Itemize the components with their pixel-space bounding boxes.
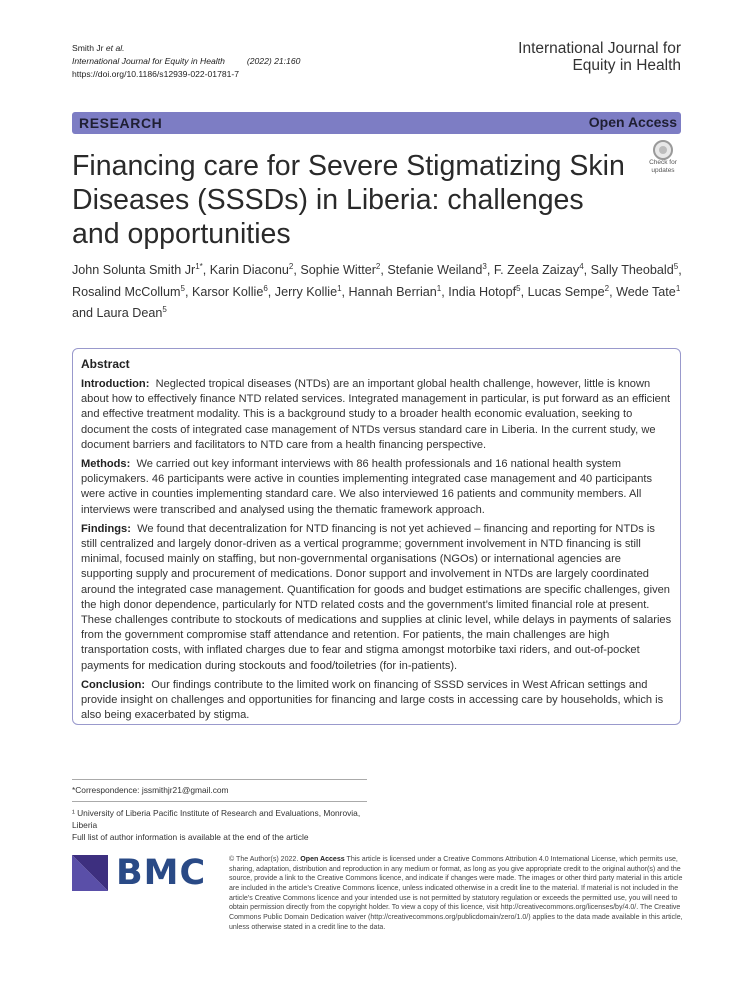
license-text <box>229 855 684 932</box>
header-year-volume: (2022) 21:160 <box>246 56 301 66</box>
abstract-introduction-label: Introduction: <box>81 378 150 390</box>
journal-logo <box>441 40 681 74</box>
header-doi[interactable]: https://doi.org/10.1186/s12939-022-01781-7 <box>72 69 240 79</box>
author-affiliation-marker: 2 <box>288 262 294 271</box>
author-affiliation-marker: 2 <box>604 283 610 293</box>
abstract-introduction-text: Neglected tropical diseases (NTDs) are an important global health challenge, however, little is known about how to effectively finance NTD related services. Integrated management in particular, is put forward as an efficient and effective treatment modality. This is a background study to a broader health economic evaluation, seeking to document the costs of integrated case management of NTDs versus standard care in Liberia. In the current study, we document barriers and facilitators to NTD care from a health financing perspective. <box>81 378 671 451</box>
author-separator: , <box>380 263 388 278</box>
author-name[interactable]: Hannah Berrian <box>348 284 437 299</box>
author-separator: , <box>341 284 349 299</box>
author-separator: and <box>72 306 97 321</box>
abstract-findings <box>81 522 672 674</box>
footnotes <box>72 779 372 843</box>
author-separator: , <box>293 263 301 278</box>
author-separator: , <box>202 263 210 278</box>
section-label: RESEARCH <box>79 115 163 131</box>
author-name[interactable]: Wede Tate <box>616 284 676 299</box>
author-affiliation-marker: 1 <box>337 283 342 293</box>
correspondence-note: *Correspondence: jssmithjr21@gmail.com <box>72 785 229 795</box>
check-for-updates-badge[interactable] <box>643 140 683 176</box>
author-affiliation-marker: 1 <box>436 283 442 293</box>
abstract-methods-text: We carried out key informant interviews with 86 health professionals and 16 national health system policymakers. 46 participants were active in counties implementing integrated case management and 40 participants were active in counties implementing standard care. We also interviewed 16 patients and community members. All interviews were transcribed and analysed using the thematic framework approach. <box>81 458 653 516</box>
author-separator: , <box>441 284 449 299</box>
author-name[interactable]: Jerry Kollie <box>274 284 338 299</box>
open-access-label: Open Access <box>588 114 677 130</box>
author-separator: , <box>520 284 528 299</box>
author-info-note: Full list of author information is available at the end of the article <box>72 832 309 842</box>
author-affiliation-marker: 3 <box>482 262 487 271</box>
author-affiliation-marker: 4 <box>579 262 584 271</box>
author-affiliation-marker: 2 <box>375 262 381 271</box>
author-name[interactable]: Karsor Kollie <box>191 284 264 299</box>
abstract-methods <box>81 457 672 518</box>
author-name[interactable]: Lucas Sempe <box>527 284 605 299</box>
author-separator: , <box>486 263 494 278</box>
abstract-heading: Abstract <box>81 357 130 371</box>
author-separator: , <box>267 284 275 299</box>
check-updates-line1: Check for <box>649 159 677 166</box>
header-journal: International Journal for Equity in Health <box>72 56 225 66</box>
author-name[interactable]: Sophie Witter <box>300 263 376 278</box>
author-affiliation-marker: 5 <box>516 283 521 293</box>
journal-logo-line1: International Journal for <box>518 40 681 57</box>
author-separator: , <box>678 263 682 278</box>
author-name[interactable]: Laura Dean <box>96 306 163 321</box>
license-body: This article is licensed under a Creative Commons Attribution 4.0 International License, which permits use, sharing, adaptation, distribution and reproduction in any medium or format, as long as you give appropriate credit to the original author(s) and the source, provide a link to the Creative Commons licence, and indicate if changes were made. The images or other third party material in this article are included in the article’s Creative Commons licence, unless indicated otherwise in a credit line to the material. If material is not included in the article’s Creative Commons licence and your intended use is not permitted by statutory regulation or exceeds the permitted use, you will need to obtain permission directly from the copyright holder. To view a copy of this licence, visit http://creativecommons.org/licenses/by/4.0/. The Creative Commons Public Domain Dedication waiver (http://creativecommons.org/publicdomain/zero/1.0/) applies to the data made available in this article, unless otherwise stated in a credit line to the data. <box>229 856 683 931</box>
abstract-box <box>72 348 681 725</box>
article-type-banner <box>72 112 681 134</box>
author-name[interactable]: Sally Theobald <box>590 263 674 278</box>
check-updates-icon <box>653 140 673 160</box>
author-affiliation-marker: 5 <box>162 305 167 315</box>
author-separator: , <box>609 284 617 299</box>
affiliation-note: ¹ University of Liberia Pacific Institute of Research and Evaluations, Monrovia, Liberia <box>72 808 361 830</box>
author-name[interactable]: F. Zeela Zaizay <box>493 263 580 278</box>
author-affiliation-marker: 5 <box>673 262 679 271</box>
abstract-findings-label: Findings: <box>81 522 131 535</box>
running-header <box>72 42 300 81</box>
bmc-logo <box>72 855 212 891</box>
abstract-introduction <box>81 377 672 453</box>
license-open-access-label: Open Access <box>300 856 345 863</box>
author-separator: , <box>583 263 591 278</box>
abstract-conclusion <box>81 678 672 724</box>
journal-logo-line2: Equity in Health <box>572 57 681 74</box>
footnote-divider <box>72 779 367 780</box>
check-updates-line2: updates <box>651 166 675 174</box>
author-name[interactable]: Stefanie Weiland <box>387 263 483 278</box>
abstract-findings-text: We found that decentralization for NTD financing is not yet achieved – financing and reporting for NTDs is still centralized and largely donor-driven as a vertical programme; government involvement in NTD financing is still minimal, focused mainly on staffing, but non-governmental organisations (NGOs) or international agencies are supporting supply and procurement of medications. Donor support and involvement in NTDs are largely coordinated around the integrated case management. Quantification for goods and budget estimations are specific challenges, given the high donor dependence, particularly for NTD related costs and the government’s limited financial role at present. These challenges contribute to stockouts of medications and supplies at clinic level, while delays in payments of salaries from the government compromise staff attendance and retention. For patients, the main challenges are high transportation costs, with inflated charges due to fear and stigma amongst motorbike taxi riders, and out-of-pocket payments for medication during stockouts and food/toiletries (for in-patients). <box>81 522 672 672</box>
article-title: Financing care for Severe Stigmatizing Skin Diseases (SSSDs) in Liberia: challenges and opportunities <box>72 150 625 250</box>
author-affiliation-marker: 6 <box>263 283 268 293</box>
header-author: Smith Jr <box>72 43 104 53</box>
abstract-conclusion-text: Our findings contribute to the limited work on financing of SSSD services in West African settings and provide insight on challenges and opportunities for financing and large costs in accessing care by households, which is also being exacerbated by stigma. <box>81 678 664 722</box>
header-et-al: et al. <box>105 43 125 53</box>
author-affiliation-marker: 1* <box>195 262 203 271</box>
abstract-methods-label: Methods: <box>81 458 131 471</box>
author-name[interactable]: Karin Diaconu <box>209 263 289 278</box>
author-affiliation-marker: 1 <box>675 283 681 293</box>
author-name[interactable]: India Hotopf <box>448 284 517 299</box>
author-name[interactable]: John Solunta Smith Jr <box>72 263 196 278</box>
copyright-notice: © The Author(s) 2022. <box>229 856 299 863</box>
abstract-conclusion-label: Conclusion: <box>81 678 146 691</box>
bmc-logo-icon <box>72 855 108 891</box>
footnote-divider-2 <box>72 801 367 802</box>
author-name[interactable]: Rosalind McCollum <box>72 284 181 299</box>
author-affiliation-marker: 5 <box>180 283 185 293</box>
bmc-logo-text: BMC <box>116 853 207 893</box>
author-separator: , <box>184 284 192 299</box>
author-list <box>72 258 687 323</box>
